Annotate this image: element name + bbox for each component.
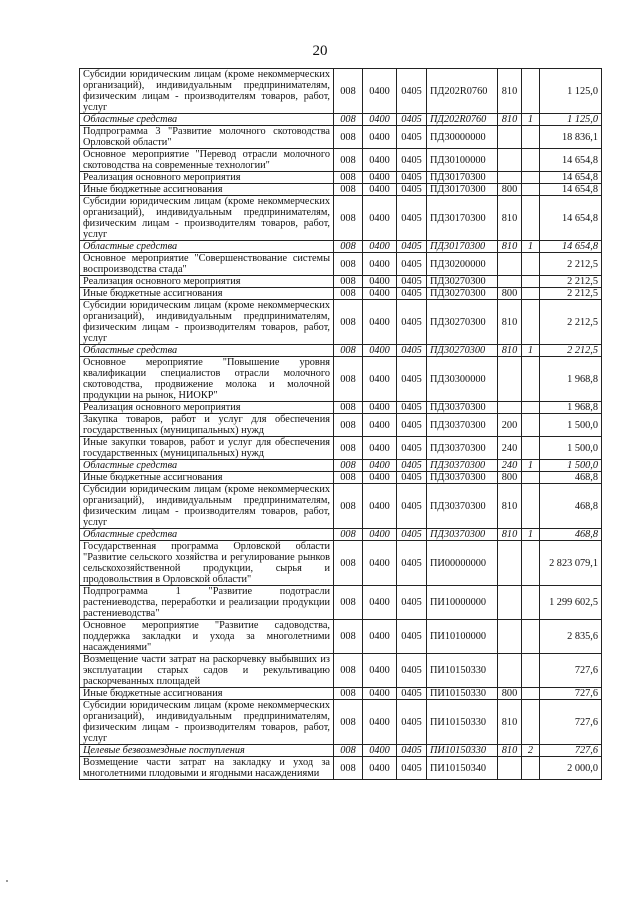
target-article-cell: ПИ10000000 xyxy=(427,586,498,620)
expense-type-cell xyxy=(498,172,522,184)
target-article-cell: ПД30370300 xyxy=(427,472,498,484)
target-article-cell: ПД30170300 xyxy=(427,172,498,184)
subsection-code-cell: 0405 xyxy=(397,700,427,745)
subsection-code-cell: 0405 xyxy=(397,253,427,276)
expense-type-cell: 810 xyxy=(498,345,522,357)
amount-cell: 14 654,8 xyxy=(540,172,602,184)
funding-source-row xyxy=(80,745,602,757)
target-article-cell: ПД30270300 xyxy=(427,276,498,288)
source-code-cell xyxy=(522,300,540,345)
row-name-cell: Субсидии юридическим лицам (кроме некоммерческих организаций), индивидуальным предпринимателям, физическим лицам - производителям товаров, работ, услуг xyxy=(80,69,334,114)
table-row xyxy=(80,472,602,484)
target-article-cell: ПД30170300 xyxy=(427,241,498,253)
subsection-code-cell: 0405 xyxy=(397,241,427,253)
amount-cell: 14 654,8 xyxy=(540,149,602,172)
section-code-cell: 0400 xyxy=(363,460,397,472)
section-code-cell: 0400 xyxy=(363,529,397,541)
target-article-cell: ПИ10150330 xyxy=(427,688,498,700)
expense-type-cell: 810 xyxy=(498,484,522,529)
target-article-cell: ПД30170300 xyxy=(427,196,498,241)
amount-cell: 727,6 xyxy=(540,654,602,688)
row-name-cell: Возмещение части затрат на раскорчевку выбывших из эксплуатации старых садов и рекультивацию раскорчеванных площадей xyxy=(80,654,334,688)
row-name-cell: Основное мероприятие "Совершенствование системы воспроизводства стада" xyxy=(80,253,334,276)
target-article-cell: ПД30200000 xyxy=(427,253,498,276)
subsection-code-cell: 0405 xyxy=(397,688,427,700)
section-code-cell: 0400 xyxy=(363,357,397,402)
subsection-code-cell: 0405 xyxy=(397,586,427,620)
row-name-cell: Иные закупки товаров, работ и услуг для обеспечения государственных (муниципальных) нужд xyxy=(80,437,334,460)
target-article-cell: ПД30000000 xyxy=(427,126,498,149)
amount-cell: 1 500,0 xyxy=(540,437,602,460)
expense-type-cell: 800 xyxy=(498,472,522,484)
row-name-cell: Иные бюджетные ассигнования xyxy=(80,288,334,300)
table-row xyxy=(80,402,602,414)
table-body xyxy=(80,69,602,780)
section-code-cell: 0400 xyxy=(363,688,397,700)
subsection-code-cell: 0405 xyxy=(397,541,427,586)
amount-cell: 2 823 079,1 xyxy=(540,541,602,586)
table-row xyxy=(80,357,602,402)
subsection-code-cell: 0405 xyxy=(397,149,427,172)
ved-code-cell: 008 xyxy=(334,484,363,529)
row-name-cell: Реализация основного мероприятия xyxy=(80,276,334,288)
row-name-cell: Основное мероприятие "Перевод отрасли молочного скотоводства на современные технологии" xyxy=(80,149,334,172)
source-code-cell xyxy=(522,69,540,114)
table-row xyxy=(80,757,602,780)
ved-code-cell: 008 xyxy=(334,184,363,196)
expense-type-cell xyxy=(498,541,522,586)
ved-code-cell: 008 xyxy=(334,241,363,253)
subsection-code-cell: 0405 xyxy=(397,437,427,460)
source-code-cell xyxy=(522,149,540,172)
target-article-cell: ПД30370300 xyxy=(427,460,498,472)
source-code-cell xyxy=(522,688,540,700)
funding-source-row xyxy=(80,114,602,126)
expense-type-cell: 810 xyxy=(498,114,522,126)
ved-code-cell: 008 xyxy=(334,414,363,437)
source-code-cell xyxy=(522,414,540,437)
expense-type-cell: 810 xyxy=(498,529,522,541)
expense-type-cell: 800 xyxy=(498,288,522,300)
source-code-cell xyxy=(522,541,540,586)
target-article-cell: ПИ10150330 xyxy=(427,654,498,688)
target-article-cell: ПД30370300 xyxy=(427,484,498,529)
source-code-cell xyxy=(522,437,540,460)
section-code-cell: 0400 xyxy=(363,402,397,414)
expense-type-cell: 240 xyxy=(498,437,522,460)
ved-code-cell: 008 xyxy=(334,288,363,300)
amount-cell: 468,8 xyxy=(540,484,602,529)
subsection-code-cell: 0405 xyxy=(397,196,427,241)
source-code-cell xyxy=(522,357,540,402)
subsection-code-cell: 0405 xyxy=(397,345,427,357)
section-code-cell: 0400 xyxy=(363,586,397,620)
subsection-code-cell: 0405 xyxy=(397,529,427,541)
ved-code-cell: 008 xyxy=(334,586,363,620)
target-article-cell: ПД30100000 xyxy=(427,149,498,172)
table-row xyxy=(80,484,602,529)
subsection-code-cell: 0405 xyxy=(397,276,427,288)
row-name-cell: Областные средства xyxy=(80,114,334,126)
section-code-cell: 0400 xyxy=(363,253,397,276)
row-name-cell: Подпрограмма 3 "Развитие молочного скотоводства Орловской области" xyxy=(80,126,334,149)
row-name-cell: Иные бюджетные ассигнования xyxy=(80,688,334,700)
target-article-cell: ПД30300000 xyxy=(427,357,498,402)
amount-cell: 727,6 xyxy=(540,688,602,700)
ved-code-cell: 008 xyxy=(334,276,363,288)
row-name-cell: Основное мероприятие "Повышение уровня квалификации специалистов отрасли молочного скотоводства, продвижение молока и молочной продукции на рынок, НИОКР" xyxy=(80,357,334,402)
subsection-code-cell: 0405 xyxy=(397,126,427,149)
ved-code-cell: 008 xyxy=(334,437,363,460)
source-code-cell xyxy=(522,253,540,276)
target-article-cell: ПИ10100000 xyxy=(427,620,498,654)
section-code-cell: 0400 xyxy=(363,345,397,357)
table-row xyxy=(80,414,602,437)
budget-table xyxy=(79,68,602,780)
source-code-cell xyxy=(522,484,540,529)
amount-cell: 2 212,5 xyxy=(540,253,602,276)
source-code-cell xyxy=(522,276,540,288)
source-code-cell: 1 xyxy=(522,241,540,253)
amount-cell: 14 654,8 xyxy=(540,241,602,253)
expense-type-cell: 800 xyxy=(498,184,522,196)
row-name-cell: Основное мероприятие "Развитие садоводства, поддержка закладки и ухода за многолетними насаждениями" xyxy=(80,620,334,654)
expense-type-cell xyxy=(498,357,522,402)
row-name-cell: Возмещение части затрат на закладку и уход за многолетними плодовыми и ягодными насаждениями xyxy=(80,757,334,780)
table-row xyxy=(80,184,602,196)
row-name-cell: Иные бюджетные ассигнования xyxy=(80,472,334,484)
section-code-cell: 0400 xyxy=(363,620,397,654)
source-code-cell: 1 xyxy=(522,529,540,541)
ved-code-cell: 008 xyxy=(334,472,363,484)
target-article-cell: ПИ10150330 xyxy=(427,700,498,745)
subsection-code-cell: 0405 xyxy=(397,414,427,437)
subsection-code-cell: 0405 xyxy=(397,114,427,126)
expense-type-cell: 800 xyxy=(498,688,522,700)
ved-code-cell: 008 xyxy=(334,460,363,472)
ved-code-cell: 008 xyxy=(334,757,363,780)
table-row xyxy=(80,437,602,460)
section-code-cell: 0400 xyxy=(363,700,397,745)
expense-type-cell xyxy=(498,126,522,149)
amount-cell: 2 212,5 xyxy=(540,300,602,345)
ved-code-cell: 008 xyxy=(334,69,363,114)
amount-cell: 2 000,0 xyxy=(540,757,602,780)
expense-type-cell: 240 xyxy=(498,460,522,472)
section-code-cell: 0400 xyxy=(363,745,397,757)
subsection-code-cell: 0405 xyxy=(397,620,427,654)
section-code-cell: 0400 xyxy=(363,472,397,484)
subsection-code-cell: 0405 xyxy=(397,472,427,484)
subsection-code-cell: 0405 xyxy=(397,69,427,114)
amount-cell: 468,8 xyxy=(540,529,602,541)
ved-code-cell: 008 xyxy=(334,253,363,276)
expense-type-cell xyxy=(498,654,522,688)
source-code-cell xyxy=(522,126,540,149)
expense-type-cell xyxy=(498,253,522,276)
funding-source-row xyxy=(80,460,602,472)
row-name-cell: Субсидии юридическим лицам (кроме некоммерческих организаций), индивидуальным предпринимателям, физическим лицам - производителям товаров, работ, услуг xyxy=(80,300,334,345)
amount-cell: 14 654,8 xyxy=(540,196,602,241)
row-name-cell: Областные средства xyxy=(80,345,334,357)
source-code-cell xyxy=(522,288,540,300)
expense-type-cell xyxy=(498,757,522,780)
row-name-cell: Подпрограмма 1 "Развитие подотрасли растениеводства, переработки и реализации продукции растениеводства" xyxy=(80,586,334,620)
source-code-cell xyxy=(522,700,540,745)
source-code-cell xyxy=(522,620,540,654)
source-code-cell xyxy=(522,184,540,196)
amount-cell: 2 212,5 xyxy=(540,345,602,357)
expense-type-cell xyxy=(498,402,522,414)
section-code-cell: 0400 xyxy=(363,114,397,126)
row-name-cell: Областные средства xyxy=(80,460,334,472)
funding-source-row xyxy=(80,345,602,357)
section-code-cell: 0400 xyxy=(363,276,397,288)
table-row xyxy=(80,69,602,114)
row-name-cell: Иные бюджетные ассигнования xyxy=(80,184,334,196)
expense-type-cell xyxy=(498,620,522,654)
section-code-cell: 0400 xyxy=(363,541,397,586)
target-article-cell: ПД30270300 xyxy=(427,300,498,345)
ved-code-cell: 008 xyxy=(334,196,363,241)
expense-type-cell xyxy=(498,586,522,620)
section-code-cell: 0400 xyxy=(363,288,397,300)
subsection-code-cell: 0405 xyxy=(397,300,427,345)
scan-artifact xyxy=(6,880,8,882)
target-article-cell: ПИ00000000 xyxy=(427,541,498,586)
section-code-cell: 0400 xyxy=(363,414,397,437)
table-row xyxy=(80,700,602,745)
amount-cell: 727,6 xyxy=(540,700,602,745)
source-code-cell xyxy=(522,472,540,484)
expense-type-cell: 810 xyxy=(498,196,522,241)
subsection-code-cell: 0405 xyxy=(397,484,427,529)
table-row xyxy=(80,541,602,586)
row-name-cell: Субсидии юридическим лицам (кроме некоммерческих организаций), индивидуальным предпринимателям, физическим лицам - производителям товаров, работ, услуг xyxy=(80,700,334,745)
ved-code-cell: 008 xyxy=(334,402,363,414)
source-code-cell xyxy=(522,586,540,620)
section-code-cell: 0400 xyxy=(363,654,397,688)
expense-type-cell: 200 xyxy=(498,414,522,437)
ved-code-cell: 008 xyxy=(334,357,363,402)
subsection-code-cell: 0405 xyxy=(397,654,427,688)
target-article-cell: ПД30370300 xyxy=(427,414,498,437)
amount-cell: 1 968,8 xyxy=(540,357,602,402)
target-article-cell: ПД202R0760 xyxy=(427,69,498,114)
table-row xyxy=(80,149,602,172)
expense-type-cell: 810 xyxy=(498,241,522,253)
source-code-cell: 2 xyxy=(522,745,540,757)
ved-code-cell: 008 xyxy=(334,114,363,126)
row-name-cell: Целевые безвозмездные поступления xyxy=(80,745,334,757)
row-name-cell: Областные средства xyxy=(80,241,334,253)
amount-cell: 14 654,8 xyxy=(540,184,602,196)
ved-code-cell: 008 xyxy=(334,126,363,149)
funding-source-row xyxy=(80,241,602,253)
amount-cell: 18 836,1 xyxy=(540,126,602,149)
funding-source-row xyxy=(80,529,602,541)
page-number: 20 xyxy=(312,43,328,59)
target-article-cell: ПД30370300 xyxy=(427,437,498,460)
section-code-cell: 0400 xyxy=(363,437,397,460)
amount-cell: 1 500,0 xyxy=(540,414,602,437)
subsection-code-cell: 0405 xyxy=(397,757,427,780)
ved-code-cell: 008 xyxy=(334,345,363,357)
section-code-cell: 0400 xyxy=(363,184,397,196)
section-code-cell: 0400 xyxy=(363,149,397,172)
amount-cell: 2 835,6 xyxy=(540,620,602,654)
row-name-cell: Субсидии юридическим лицам (кроме некоммерческих организаций), индивидуальным предпринимателям, физическим лицам - производителям товаров, работ, услуг xyxy=(80,484,334,529)
ved-code-cell: 008 xyxy=(334,654,363,688)
source-code-cell xyxy=(522,196,540,241)
row-name-cell: Реализация основного мероприятия xyxy=(80,402,334,414)
table-row xyxy=(80,620,602,654)
ved-code-cell: 008 xyxy=(334,529,363,541)
expense-type-cell: 810 xyxy=(498,745,522,757)
section-code-cell: 0400 xyxy=(363,241,397,253)
ved-code-cell: 008 xyxy=(334,541,363,586)
ved-code-cell: 008 xyxy=(334,620,363,654)
ved-code-cell: 008 xyxy=(334,688,363,700)
amount-cell: 468,8 xyxy=(540,472,602,484)
subsection-code-cell: 0405 xyxy=(397,288,427,300)
table-row xyxy=(80,253,602,276)
source-code-cell: 1 xyxy=(522,345,540,357)
section-code-cell: 0400 xyxy=(363,126,397,149)
row-name-cell: Субсидии юридическим лицам (кроме некоммерческих организаций), индивидуальным предпринимателям, физическим лицам - производителям товаров, работ, услуг xyxy=(80,196,334,241)
table-row xyxy=(80,288,602,300)
table-row xyxy=(80,196,602,241)
expense-type-cell: 810 xyxy=(498,69,522,114)
table-row xyxy=(80,172,602,184)
table-row xyxy=(80,300,602,345)
source-code-cell xyxy=(522,402,540,414)
section-code-cell: 0400 xyxy=(363,757,397,780)
table-row xyxy=(80,276,602,288)
expense-type-cell xyxy=(498,149,522,172)
target-article-cell: ПД30270300 xyxy=(427,345,498,357)
source-code-cell xyxy=(522,654,540,688)
source-code-cell: 1 xyxy=(522,114,540,126)
target-article-cell: ПИ10150330 xyxy=(427,745,498,757)
ved-code-cell: 008 xyxy=(334,149,363,172)
target-article-cell: ПИ10150340 xyxy=(427,757,498,780)
table-row xyxy=(80,586,602,620)
subsection-code-cell: 0405 xyxy=(397,460,427,472)
subsection-code-cell: 0405 xyxy=(397,745,427,757)
ved-code-cell: 008 xyxy=(334,700,363,745)
expense-type-cell: 810 xyxy=(498,300,522,345)
expense-type-cell: 810 xyxy=(498,700,522,745)
ved-code-cell: 008 xyxy=(334,300,363,345)
table-row xyxy=(80,654,602,688)
section-code-cell: 0400 xyxy=(363,172,397,184)
row-name-cell: Областные средства xyxy=(80,529,334,541)
section-code-cell: 0400 xyxy=(363,300,397,345)
ved-code-cell: 008 xyxy=(334,745,363,757)
subsection-code-cell: 0405 xyxy=(397,402,427,414)
amount-cell: 727,6 xyxy=(540,745,602,757)
amount-cell: 2 212,5 xyxy=(540,288,602,300)
ved-code-cell: 008 xyxy=(334,172,363,184)
target-article-cell: ПД30370300 xyxy=(427,402,498,414)
source-code-cell: 1 xyxy=(522,460,540,472)
amount-cell: 1 500,0 xyxy=(540,460,602,472)
amount-cell: 1 125,0 xyxy=(540,114,602,126)
subsection-code-cell: 0405 xyxy=(397,184,427,196)
table-row xyxy=(80,688,602,700)
subsection-code-cell: 0405 xyxy=(397,357,427,402)
subsection-code-cell: 0405 xyxy=(397,172,427,184)
target-article-cell: ПД30270300 xyxy=(427,288,498,300)
amount-cell: 1 125,0 xyxy=(540,69,602,114)
row-name-cell: Государственная программа Орловской области "Развитие сельского хозяйства и регулирование рынков сельскохозяйственной продукции, сырья и продовольствия в Орловской области" xyxy=(80,541,334,586)
target-article-cell: ПД30370300 xyxy=(427,529,498,541)
target-article-cell: ПД202R0760 xyxy=(427,114,498,126)
section-code-cell: 0400 xyxy=(363,484,397,529)
source-code-cell xyxy=(522,172,540,184)
table-row xyxy=(80,126,602,149)
amount-cell: 2 212,5 xyxy=(540,276,602,288)
section-code-cell: 0400 xyxy=(363,69,397,114)
expense-type-cell xyxy=(498,276,522,288)
source-code-cell xyxy=(522,757,540,780)
target-article-cell: ПД30170300 xyxy=(427,184,498,196)
row-name-cell: Закупка товаров, работ и услуг для обеспечения государственных (муниципальных) нужд xyxy=(80,414,334,437)
section-code-cell: 0400 xyxy=(363,196,397,241)
row-name-cell: Реализация основного мероприятия xyxy=(80,172,334,184)
amount-cell: 1 299 602,5 xyxy=(540,586,602,620)
amount-cell: 1 968,8 xyxy=(540,402,602,414)
